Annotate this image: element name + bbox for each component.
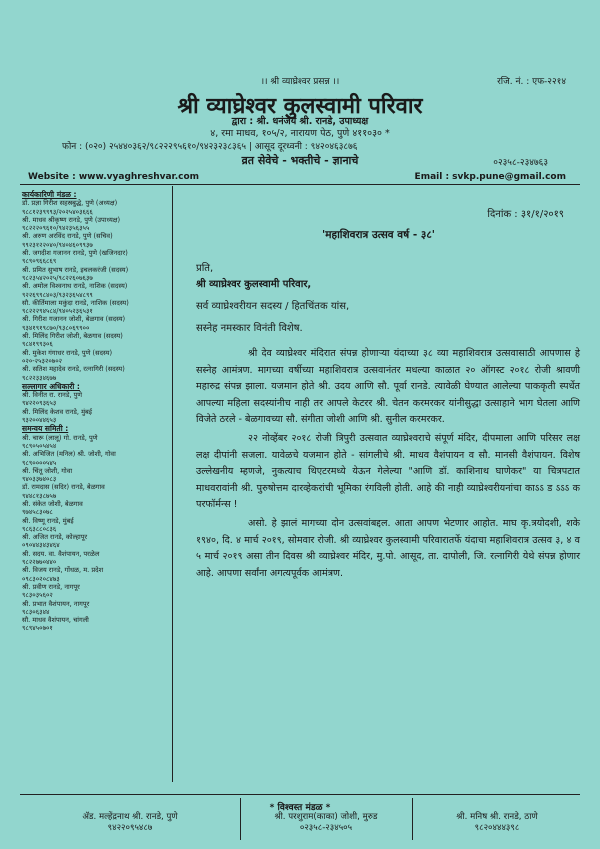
trustee-phone: ९८२०४४४३९८ [474,823,520,833]
committee-entry: ९८६३८८०८३६ [22,524,57,533]
trustee-name: ॲड. मल्हेंद्रनाथ श्री. रानडे, पुणे [82,812,178,822]
org-title: श्री व्याघ्रेश्वर कुलस्वामी परिवार [177,94,423,119]
paragraph: २२ नोव्हेंबर २०१८ रोजी त्रिपुरी उत्सवात व्याघ्रेश्वराचे संपूर्ण मंदिर, दीपमाला आणि परिसर लक्ष लक्ष दीपांनी सजला. यावेळचे यजमान होते - सांगलीचे श्री. माधव वैशंपायन व सौ. मानसी वैशंपायन. विशेष उल्लेखनीय म्हणजे, नुकत्याच थिएटरमध्ये येऊन गेलेल्या "आणि डॉ. काशिनाथ घाणेकर" या चित्रपटात माधवरावांनी श्री. पुरुषोत्तम दारव्हेकरांची भूमिका रंगविली होती. आहे की नाही व्याघ्रेश्वरीयनांचा काऽऽ ड ऽऽऽ क परफॉर्मन्स ! [196,432,580,511]
committee-entry: ९८२२२०९६१०/९४२३५६३५५ [22,224,90,233]
committee-entry: डॉ. प्रज्ञा गिरीश सहस्रबुद्धे, पुणे (अध्यक्ष) [22,199,118,208]
coordination-heading: समन्वय समिती : [22,424,69,434]
committee-entry: श्री. विष्णू रानडे, मुंबई [22,516,74,525]
event-title: 'महाशिवरात्र उत्सव वर्ष - ३८' [322,229,436,241]
committee-entry: ०९०४४३४३४६४ [22,541,60,550]
committee-entry: श्री. विनीत रा. रानडे, पुणे [22,391,83,400]
registration-number: रजि. नं. : एफ-२२१४ [497,77,566,87]
committee-entry: श्री. जगदीश गजानन रानडे, पुणे (खजिनदार) [22,249,128,258]
exec-committee-heading: कार्यकारिणी मंडळ : [22,190,77,199]
committee-entry: ९३२००४४६५३ [22,416,57,425]
committee-entry: ९८२२३३४६७७ [22,373,57,382]
committee-entry: श्री. मिलिंद केशव रानडे, मुंबई [22,407,93,416]
committee-entry: श्री. मुकेश गंगाधर रानडे, पुणे (सदस्य) [22,348,113,357]
advisors-heading: सल्लागार अधिकारी : [22,381,80,391]
committee-entry: सौ. माधव वैशंपायन, चांगली [22,616,89,625]
committee-entry: श्री. विजय रानडे, गोंधळ, म. प्रदेश [22,566,104,575]
committee-entry: श्री. अजित रानडे, कोल्हापूर [22,533,88,542]
blessing-line: ।। श्री व्याघ्रेश्वर प्रसन्न ।। [260,77,340,87]
committee-entry: श्री. अभिजित (मनिल) श्री. जोशी, गोवा [22,450,116,459]
committee-entry: ९८४१९९३०६ [22,340,53,349]
recipient-org: श्री व्याघ्रेश्वर कुलस्वामी परिवार, [196,279,312,290]
trustee-phone: ९४२२०९५४८७ [107,823,153,833]
committee-entry: ९७४५८३०७८ [22,508,53,517]
committee-entry: ९८३०६३४४ [22,607,50,616]
motto-line: व्रत सेवेचे - भक्तीचे - ज्ञानाचे [241,154,359,167]
committee-entry: ९८२२७७०४४० [22,558,57,567]
committee-entry: श्री. सदय. वा. वैशंपायन, परळेल [22,549,100,558]
letter-body [196,346,580,582]
committee-entry: श्री. सतिश महादेव रानडे, रत्नागिरी (सदस्य) [22,365,125,374]
letter-date: दिनांक : ३१/१/२०१९ [487,209,564,220]
committee-entry: श्री. प्रभात वैशंपायन, नागपूर [22,599,90,608]
committee-entry: ९८९०९६६८६९ [22,257,57,266]
paragraph: असो. हे झालं मागच्या दोन उत्सवांबद्दल. आता आपण भेटणार आहोत. माघ कृ.त्रयोदशी, शके १९४०, दि. ४ मार्च २०१९, सोमवार रोजी. श्री व्याघ्रेश्वर कुलस्वामी परिवारातर्फे यंदाचा महाशिवरात्र उत्सव ३, ४ व ५ मार्च २०१९ असा तीन दिवस श्री व्याघ्रेश्वर मंदिर, मु.पो. आसूद, ता. दापोली, जि. रत्नागिरी येथे संपन्न होणार आहे. आपणा सर्वांना अगत्यपूर्वक आमंत्रण. [196,517,580,579]
trustee-name: श्री. परशुराम(काका) जोशी, मुरुड [274,812,378,822]
committee-entry: ९८९००००५४५ [22,458,57,467]
recipient-members: सर्व व्याघ्रेश्वरीयन सदस्य / हितचिंतक यांस, [196,301,350,312]
committee-entry: ९२२६९९८४०३/९३२३६५४८९९ [22,290,93,299]
committee-entry: ९८८१२३९९९३/२०२५४०३६६६ [22,207,93,216]
committee-entry: ९८३०३५६०२ [22,591,53,600]
exec-committee-list [22,199,170,382]
footer-divider [20,794,580,795]
committee-entry: ९८९०५०५४५४ [22,441,57,450]
trustee [22,812,238,834]
sidebar-divider [172,186,173,782]
committee-entry: ९८२२२९४५८४/९४०५२३६५३१ [22,307,93,316]
committee-entry: ९४०३३७४०८३ [22,475,57,484]
salutation-to: प्रति, [196,263,214,274]
committee-entry: ९३४१९१९८७०/९३८०६९९०० [22,323,90,332]
committee-entry: ०९८३०२०८४७३ [22,574,60,583]
committee-entry: श्री. गिरीश गजानन जोशी, बेळगाव (सदस्य) [22,315,126,324]
trustees-heading: * विश्वस्त मंडळ * [269,803,331,813]
phone-secondary: ०२३५८-२३४७६३ [493,158,548,168]
address-line: ४, रमा माधव, १०५/२, नारायण पेठ, पुणे ४११०३० * [210,128,390,139]
committee-entry: श्री. अरुण अरविंद रानडे, पुणे (सचिव) [22,232,113,241]
website-link[interactable]: Website : www.vyaghreshvar.com [28,172,200,182]
email-link[interactable]: Email : svkp.pune@gmail.com [414,172,566,182]
care-of-line: द्वारा : श्री. धनंजय श्री. रानडे, उपाध्यक्ष [231,116,369,127]
committee-entry: ९४४८१३८७५७ [22,491,57,500]
header-divider [20,184,580,185]
committee-entry: श्री. मिलिंद गिरीश जोशी, बेळगाव (सदस्य) [22,332,123,341]
footer-separator [412,798,413,840]
committee-entry: सौ. कीर्तिमाला मकुंदा रानडे, नाशिक (सदस्य) [22,298,129,307]
committee-entry: श्री. अमोल विश्वनाथ रानडे, नाशिक (सदस्य) [22,282,128,291]
committee-entry: श्री. संकेत जोशी, बेळगाव [22,499,83,508]
committee-entry: श्री. माधव श्रीकृष्ण रानडे, पुणे (उपाध्यक्ष) [22,215,121,224]
committee-entry: डॉ. रामदास (सदिर) रानडे, बेळगाव [22,483,105,492]
committee-entry: श्री. प्रवीण रानडे, नागपूर [22,582,80,591]
committee-entry: ९४२२०९३६५३ [22,399,57,408]
advisors-list [22,391,170,424]
trustee [242,812,410,834]
committee-entry: श्री. चिंतू जोशी, गोवा [22,466,73,475]
greeting: सस्नेह नमस्कार विनंती विशेष. [196,323,303,334]
committee-entry: ९९२३१२२०४०/९४०४६०९९३७ [22,240,93,249]
committee-entry: ९८२३५४२०२५/९८२२६०७६३७ [22,273,93,282]
paragraph: श्री देव व्याघ्रेश्वर मंदिरात संपन्न होणाऱ्या यंदाच्या ३८ व्या महाशिवरात्र उत्सवासाठी आपणास हे सस्नेह आमंत्रण. मागच्या वर्षीच्या महाशिवरात्र उत्सवानंतर मधल्या काळात २० ऑगस्ट २०१८ रोजी श्रावणी महारुद्र संपन्न झाला. यजमान होते श्री. उदय आणि सौ. पूर्वा रानडे. त्यावेळी घेण्यात आलेल्या पाककृती स्पर्धेत आपल्या महिला सदस्यांनीच नाही तर आपले केटरर श्री. चेतन करमरकर यांनीसुद्धा उत्साहाने भाग घेतला आणि विजेते ठरले - बेळगावच्या सौ. संगीता जोशी आणि श्री. सुनील करमरकर. [196,348,580,426]
committee-entry: ०२०-२५३२०७०२ [22,356,63,365]
committee-entry: ९८९४५०७०१ [22,624,53,633]
committee-entry: श्री. चारू (लालू) गो. रानडे, पुणे [22,433,98,442]
footer-separator [240,798,241,840]
coordination-list [22,434,170,633]
trustee [414,812,580,834]
phone-line: फोन : (०२०) २५४४०३६२/९८२२२९५६१०/९४२३२३८३६५ | आसूद दूरध्वनी : ९४२०४६३८७६ [62,142,358,152]
committee-entry: श्री. प्रमित सुभाष रानडे, इचलकरंजी (सदस्य) [22,265,129,274]
trustee-phone: ०२३५८-२३४५०५ [299,823,353,833]
committee-sidebar [22,190,170,633]
trustee-name: श्री. मनिष श्री. रानडे, ठाणे [456,812,538,822]
